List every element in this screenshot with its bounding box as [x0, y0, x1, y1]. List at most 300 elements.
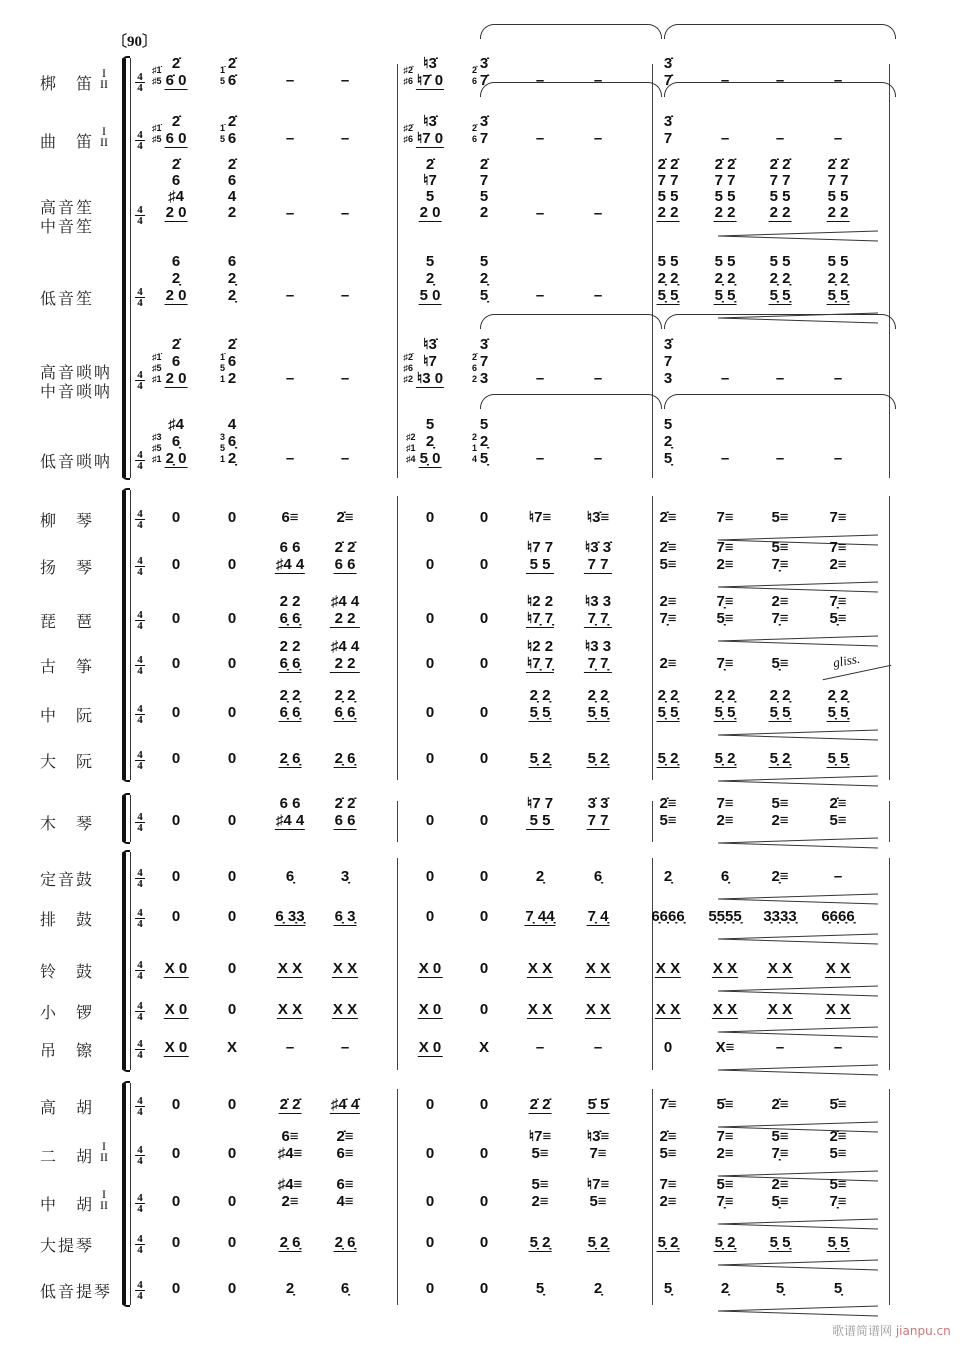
- note-cell: 0: [425, 1096, 435, 1113]
- ts-numerator: 4: [137, 71, 143, 83]
- note-cell: 5 5 2̣ 2̣ 5̣ 5̣: [657, 253, 679, 304]
- note-cell: 2̣ 2̣ 5̣ 5̣: [587, 687, 609, 721]
- note-cell: 0: [227, 1001, 237, 1018]
- barline: [397, 858, 398, 1070]
- note-cell: –: [833, 868, 843, 885]
- ts-numerator: 4: [137, 129, 143, 141]
- note-cell: 0: [425, 655, 435, 672]
- crescendo-hairpin: [718, 1304, 878, 1316]
- note-cell: 0: [171, 1193, 181, 1210]
- note-cell: X X: [825, 1001, 851, 1018]
- note-cell: –: [340, 205, 350, 222]
- note-cell: –: [340, 130, 350, 147]
- note-cell: 2̣≡: [771, 868, 789, 885]
- note-cell: 2̇ 2̇ 7 7 5 5 2 2: [769, 156, 791, 221]
- note-cell: 2̇ 2̇ 6 6: [334, 795, 356, 829]
- note-cell: –: [775, 130, 785, 147]
- note-cell: X 0: [164, 1039, 188, 1056]
- note-cell: 5̣ 2̣: [714, 1234, 736, 1251]
- note-cell: 2≡: [659, 655, 677, 672]
- ts-numerator: 4: [137, 204, 143, 216]
- note-cell: X: [226, 1039, 238, 1056]
- note-cell: 0: [479, 1096, 489, 1113]
- note-cell: 3̣3̣3̣3̣: [763, 908, 797, 925]
- note-cell: 5̣: [775, 1280, 785, 1297]
- watermark-site: 歌谱简谱网: [832, 1324, 893, 1338]
- note-cell: X X: [332, 960, 358, 977]
- note-cell: ♮7 7 5 5: [526, 539, 554, 573]
- time-signature: [134, 1193, 146, 1214]
- grace-notes: ♯2̇ ♯6 ♯2: [403, 352, 413, 384]
- note-cell: 3̇ 7̇: [479, 55, 489, 89]
- ts-denominator: 4: [137, 1049, 143, 1061]
- note-cell: 6 2̣ 2̣: [227, 253, 237, 304]
- note-cell: 5̣ 2̣: [587, 1234, 609, 1251]
- note-cell: 0: [171, 1145, 181, 1162]
- ts-numerator: 4: [137, 609, 143, 621]
- note-cell: ♮3̇≡: [586, 509, 610, 526]
- note-cell: 7≡: [829, 509, 847, 526]
- barline: [889, 496, 890, 780]
- note-cell: 0: [479, 1001, 489, 1018]
- time-signature: [134, 908, 146, 929]
- time-signature: [134, 704, 146, 725]
- note-cell: 5̣ 5̣: [769, 1234, 791, 1251]
- grace-notes: 2 1 4: [471, 432, 477, 464]
- note-cell: X 0: [418, 1039, 442, 1056]
- ts-numerator: 4: [137, 1192, 143, 1204]
- ts-numerator: 4: [137, 369, 143, 381]
- ts-denominator: 4: [137, 1155, 143, 1167]
- time-signature: [134, 1280, 146, 1301]
- instrument-label: 排 鼓: [40, 910, 95, 929]
- note-cell: 2̣ 2̣ 6̣ 6̣: [279, 687, 301, 721]
- ts-numerator: 4: [137, 703, 143, 715]
- note-cell: ♮7≡: [528, 509, 552, 526]
- note-cell: –: [285, 450, 295, 467]
- note-cell: 6̣ 3̣3̣: [275, 908, 305, 925]
- note-cell: X X: [712, 1001, 738, 1018]
- note-cell: –: [720, 450, 730, 467]
- note-cell: 2̣ 2̣ 5̣ 5̣: [827, 687, 849, 721]
- ts-numerator: 4: [137, 1038, 143, 1050]
- ts-denominator: 4: [137, 460, 143, 472]
- hairpin-lines: [718, 635, 878, 647]
- instrument-label: 古 筝: [40, 657, 95, 676]
- note-cell: 0: [479, 509, 489, 526]
- time-signature: [134, 750, 146, 771]
- time-signature: [134, 556, 146, 577]
- note-cell: 2̇≡: [771, 1096, 789, 1113]
- note-cell: 2≡ 5̣≡: [771, 1176, 789, 1210]
- note-cell: X≡: [715, 1039, 735, 1056]
- grace-notes: 2̇ 6: [471, 123, 477, 144]
- note-cell: 7̣ 4̣4̣: [525, 908, 555, 925]
- ts-numerator: 4: [137, 286, 143, 298]
- note-cell: 0: [425, 812, 435, 829]
- system-line: [130, 1083, 131, 1305]
- ts-denominator: 4: [137, 140, 143, 152]
- note-cell: 2̇ 6 2: [227, 336, 237, 387]
- note-cell: 7≡: [716, 509, 734, 526]
- ts-denominator: 4: [137, 1290, 143, 1302]
- hairpin-lines: [718, 729, 878, 741]
- note-cell: X X: [767, 1001, 793, 1018]
- note-cell: 2̣ 6̣: [279, 750, 301, 767]
- part-numerals: I II: [100, 1139, 108, 1164]
- note-cell: 0: [479, 1193, 489, 1210]
- time-signature: [134, 370, 146, 391]
- note-cell: 5≡: [771, 509, 789, 526]
- note-cell: –: [593, 450, 603, 467]
- note-cell: 2̇≡ 5≡: [659, 795, 677, 829]
- note-cell: 2̇ 2̇ 7 7 5 5 2 2: [657, 156, 679, 221]
- tie-arc: [480, 394, 662, 409]
- crescendo-hairpin: [718, 984, 878, 996]
- crescendo-hairpin: [718, 1169, 878, 1181]
- ts-numerator: 4: [137, 811, 143, 823]
- note-cell: –: [833, 130, 843, 147]
- note-cell: –: [775, 370, 785, 387]
- note-cell: ♮7 7 5 5: [526, 795, 554, 829]
- tie-arc: [664, 82, 896, 97]
- ts-numerator: 4: [137, 449, 143, 461]
- note-cell: 0: [227, 704, 237, 721]
- note-cell: 0: [425, 1234, 435, 1251]
- barline: [652, 1089, 653, 1305]
- note-cell: 5≡ 2≡: [771, 795, 789, 829]
- note-cell: ♯4 6̣ 2̣ 0: [165, 416, 187, 467]
- note-cell: 7̣≡ 5̣≡: [716, 593, 734, 627]
- note-cell: 0: [227, 812, 237, 829]
- note-cell: 5 5 2̣ 2̣ 5̣ 5̣: [827, 253, 849, 304]
- grace-notes: ♯2 ♯1 ♯4: [405, 432, 416, 464]
- note-cell: 2̣ 2̣ 5̣ 5̣: [529, 687, 551, 721]
- part-numerals: I II: [100, 66, 108, 91]
- note-cell: ♮3 3 7̣ 7̣: [584, 638, 612, 672]
- note-cell: –: [340, 370, 350, 387]
- note-cell: 0: [663, 1039, 673, 1056]
- ts-numerator: 4: [137, 654, 143, 666]
- ts-numerator: 4: [137, 867, 143, 879]
- barline: [889, 858, 890, 1070]
- note-cell: 2̣: [720, 1280, 730, 1297]
- note-cell: 0: [479, 908, 489, 925]
- time-signature: [134, 610, 146, 631]
- ts-denominator: 4: [137, 822, 143, 834]
- note-cell: 6≡ 4≡: [336, 1176, 354, 1210]
- note-cell: 0: [227, 868, 237, 885]
- tie-arc: [480, 314, 662, 329]
- time-signature: [134, 1145, 146, 1166]
- note-cell: –: [535, 370, 545, 387]
- note-cell: 6̣ 3̣: [334, 908, 356, 925]
- note-cell: –: [833, 370, 843, 387]
- tie-arc: [664, 24, 896, 39]
- note-cell: 2̇ 6 2 0: [165, 336, 187, 387]
- instrument-label: 定音鼓: [40, 870, 95, 889]
- grace-notes: ♯1̇ ♯5 ♯1: [151, 352, 162, 384]
- hairpin-lines: [718, 1170, 878, 1182]
- barline: [652, 858, 653, 1070]
- crescendo-hairpin: [718, 634, 878, 646]
- note-cell: 2̇ ♮7 5 2 0: [419, 156, 441, 221]
- note-cell: 0: [227, 1280, 237, 1297]
- note-cell: 5̣ 2̣: [657, 750, 679, 767]
- note-cell: 2̣: [535, 868, 545, 885]
- hairpin-lines: [718, 534, 878, 546]
- ts-denominator: 4: [137, 380, 143, 392]
- ts-denominator: 4: [137, 1106, 143, 1118]
- note-cell: –: [285, 72, 295, 89]
- note-cell: 2≡ 7̣≡: [771, 593, 789, 627]
- note-cell: 5̣ 5̣: [827, 1234, 849, 1251]
- note-cell: 5≡ 7̣≡: [771, 539, 789, 573]
- note-cell: X X: [527, 960, 553, 977]
- ts-numerator: 4: [137, 1144, 143, 1156]
- note-cell: 0: [171, 1096, 181, 1113]
- instrument-label: 吊 镲: [40, 1041, 95, 1060]
- note-cell: 5 2̣ 5 0: [419, 253, 441, 304]
- note-cell: –: [285, 1039, 295, 1056]
- note-cell: 0: [425, 868, 435, 885]
- hairpin-lines: [718, 775, 878, 787]
- note-cell: 0: [479, 610, 489, 627]
- tie-arc: [664, 314, 896, 329]
- note-cell: 0: [227, 1145, 237, 1162]
- note-cell: 2̇ 6 ♯4 2 0: [165, 156, 187, 221]
- note-cell: 2̇ 6: [227, 113, 237, 147]
- instrument-label: 琵 琶: [40, 612, 95, 631]
- instrument-label: 大提琴: [40, 1236, 95, 1255]
- note-cell: 2̣ 2̣ 5̣ 5̣: [657, 687, 679, 721]
- time-signature: [134, 960, 146, 981]
- note-cell: 0: [425, 1193, 435, 1210]
- crescendo-hairpin: [718, 1120, 878, 1132]
- note-cell: 0: [425, 1145, 435, 1162]
- note-cell: X X: [585, 960, 611, 977]
- barline: [889, 1089, 890, 1305]
- barline: [652, 64, 653, 478]
- instrument-label: 中 胡: [40, 1195, 95, 1214]
- crescendo-hairpin: [718, 1025, 878, 1037]
- note-cell: –: [535, 1039, 545, 1056]
- note-cell: 0: [171, 1280, 181, 1297]
- ts-numerator: 4: [137, 907, 143, 919]
- note-cell: –: [593, 72, 603, 89]
- instrument-label: 中 阮: [40, 706, 95, 725]
- note-cell: 0: [227, 655, 237, 672]
- note-cell: 0: [425, 750, 435, 767]
- hairpin-lines: [718, 1305, 878, 1317]
- note-cell: 0: [479, 812, 489, 829]
- instrument-label: 木 琴: [40, 814, 95, 833]
- note-cell: –: [285, 205, 295, 222]
- note-cell: X X: [585, 1001, 611, 1018]
- note-cell: –: [775, 1039, 785, 1056]
- note-cell: 7̣≡: [716, 655, 734, 672]
- crescendo-hairpin: [718, 836, 878, 848]
- grace-notes: ♯2̇ ♯6: [403, 123, 413, 144]
- note-cell: 0: [171, 868, 181, 885]
- note-cell: 6≡ ♯4≡: [277, 1128, 303, 1162]
- instrument-label: 小 锣: [40, 1003, 95, 1022]
- ts-denominator: 4: [137, 970, 143, 982]
- note-cell: X 0: [418, 960, 442, 977]
- ts-denominator: 4: [137, 918, 143, 930]
- note-cell: 0: [425, 908, 435, 925]
- grace-notes: 1̇ 5: [219, 65, 225, 86]
- note-cell: 7̣≡ 5̣≡: [829, 593, 847, 627]
- note-cell: –: [340, 1039, 350, 1056]
- note-cell: 2̇ 6 4 2: [227, 156, 237, 221]
- hairpin-lines: [718, 1218, 878, 1230]
- barline: [397, 801, 398, 842]
- note-cell: 5̣≡: [771, 655, 789, 672]
- note-cell: –: [775, 450, 785, 467]
- note-cell: ♮3̇≡ 7≡: [586, 1128, 610, 1162]
- hairpin-lines: [718, 893, 878, 905]
- note-cell: 6 2̣ 2 0: [165, 253, 187, 304]
- instrument-label: 低音笙: [40, 289, 95, 308]
- barline: [652, 801, 653, 842]
- system-line: [130, 795, 131, 842]
- note-cell: 0: [479, 750, 489, 767]
- note-cell: X X: [825, 960, 851, 977]
- grace-notes: ♯2̇ ♯6: [403, 65, 413, 86]
- note-cell: 5≡ 7̣≡: [716, 1176, 734, 1210]
- note-cell: 2 2 6̣ 6̣: [279, 638, 301, 672]
- system-bracket: [122, 490, 126, 780]
- ts-denominator: 4: [137, 519, 143, 531]
- note-cell: ♯4 4 2 2: [330, 593, 360, 627]
- note-cell: 0: [171, 750, 181, 767]
- note-cell: 2̇ 2̇: [529, 1096, 551, 1113]
- hairpin-lines: [718, 581, 878, 593]
- note-cell: 0: [425, 556, 435, 573]
- tie-arc: [480, 82, 662, 97]
- instrument-label: 高 胡: [40, 1098, 95, 1117]
- note-cell: –: [720, 130, 730, 147]
- note-cell: –: [285, 130, 295, 147]
- note-cell: 6̣6̣6̣6̣: [821, 908, 855, 925]
- instrument-label: 曲 笛: [40, 132, 95, 151]
- note-cell: 0: [227, 1234, 237, 1251]
- note-cell: 5 2̣ 5̣ 0: [419, 416, 441, 467]
- rehearsal-mark: 〔90〕: [112, 34, 158, 50]
- note-cell: –: [285, 287, 295, 304]
- note-cell: 0: [425, 509, 435, 526]
- note-cell: 2̇ 6̇: [227, 55, 237, 89]
- barline: [397, 1089, 398, 1305]
- note-cell: X 0: [164, 1001, 188, 1018]
- system-bracket: [122, 58, 126, 478]
- note-cell: 2̣ 6̣: [334, 1234, 356, 1251]
- note-cell: 2̇ 2̇: [279, 1096, 301, 1113]
- crescendo-hairpin: [718, 533, 878, 545]
- instrument-label: 二 胡: [40, 1147, 95, 1166]
- note-cell: –: [593, 287, 603, 304]
- note-cell: 3̇ 7: [663, 113, 673, 147]
- note-cell: X 0: [418, 1001, 442, 1018]
- note-cell: –: [535, 287, 545, 304]
- note-cell: X X: [655, 1001, 681, 1018]
- time-signature: [134, 812, 146, 833]
- note-cell: 5̇≡: [829, 1096, 847, 1113]
- note-cell: X X: [527, 1001, 553, 1018]
- note-cell: X 0: [164, 960, 188, 977]
- note-cell: 0: [425, 610, 435, 627]
- barline: [889, 64, 890, 478]
- note-cell: –: [775, 72, 785, 89]
- note-cell: 5̣ 2̣: [587, 750, 609, 767]
- note-cell: ♮3̇ 3̇ 7 7: [584, 539, 612, 573]
- note-cell: X X: [655, 960, 681, 977]
- crescendo-hairpin: [718, 1063, 878, 1075]
- crescendo-hairpin: [718, 892, 878, 904]
- note-cell: 0: [479, 1234, 489, 1251]
- instrument-label: 高音唢呐 中音唢呐: [40, 363, 113, 401]
- note-cell: 2̇ 2̇ 6 6: [334, 539, 356, 573]
- crescendo-hairpin: [718, 1217, 878, 1229]
- note-cell: 0: [227, 1096, 237, 1113]
- note-cell: 5≡ 7̣≡: [771, 1128, 789, 1162]
- note-cell: 0: [479, 556, 489, 573]
- time-signature: [134, 1096, 146, 1117]
- note-cell: X X: [277, 960, 303, 977]
- note-cell: 5̣ 2̣: [714, 750, 736, 767]
- grace-notes: 1̇ 5: [219, 123, 225, 144]
- note-cell: 2≡ 7̣≡: [659, 593, 677, 627]
- grace-notes: 3 5 1: [219, 432, 225, 464]
- note-cell: ♮3̇ ♮7̇ 0: [416, 55, 444, 89]
- note-cell: 0: [227, 750, 237, 767]
- part-numerals: I II: [100, 124, 108, 149]
- note-cell: 5 5 2̣ 2̣ 5̣ 5̣: [714, 253, 736, 304]
- ts-numerator: 4: [137, 1279, 143, 1291]
- note-cell: 0: [171, 812, 181, 829]
- note-cell: 0: [479, 655, 489, 672]
- note-cell: 5̣ 2̣: [529, 1234, 551, 1251]
- note-cell: 0: [479, 1145, 489, 1162]
- tie-arc: [480, 24, 662, 39]
- note-cell: 5̣ 2̣: [769, 750, 791, 767]
- note-cell: 7≡ 2≡: [716, 539, 734, 573]
- note-cell: 5 2̣ 5̣: [663, 416, 673, 467]
- note-cell: 7≡ 2≡: [829, 539, 847, 573]
- note-cell: 5≡ 7̣≡: [829, 1176, 847, 1210]
- note-cell: ♮3 3 7̣ 7̣: [584, 593, 612, 627]
- gliss-marking: gliss.: [831, 650, 862, 671]
- system-line: [130, 58, 131, 478]
- time-signature: [134, 205, 146, 226]
- note-cell: 2̇ 6 0: [165, 113, 187, 147]
- system-line: [130, 490, 131, 780]
- note-cell: 0: [479, 1280, 489, 1297]
- note-cell: –: [833, 72, 843, 89]
- note-cell: 2̇≡ 6≡: [336, 1128, 354, 1162]
- note-cell: 0: [227, 610, 237, 627]
- note-cell: 0: [171, 610, 181, 627]
- hairpin-lines: [718, 1259, 878, 1271]
- note-cell: 6̣: [340, 1280, 350, 1297]
- note-cell: 2̇≡ 5≡: [659, 539, 677, 573]
- note-cell: 5̣5̣5̣5̣: [708, 908, 742, 925]
- note-cell: 6 6 ♯4 4: [275, 795, 305, 829]
- note-cell: 0: [171, 1234, 181, 1251]
- note-cell: 2̇ 7 5 2: [479, 156, 489, 221]
- note-cell: ♮7≡ 5≡: [586, 1176, 610, 1210]
